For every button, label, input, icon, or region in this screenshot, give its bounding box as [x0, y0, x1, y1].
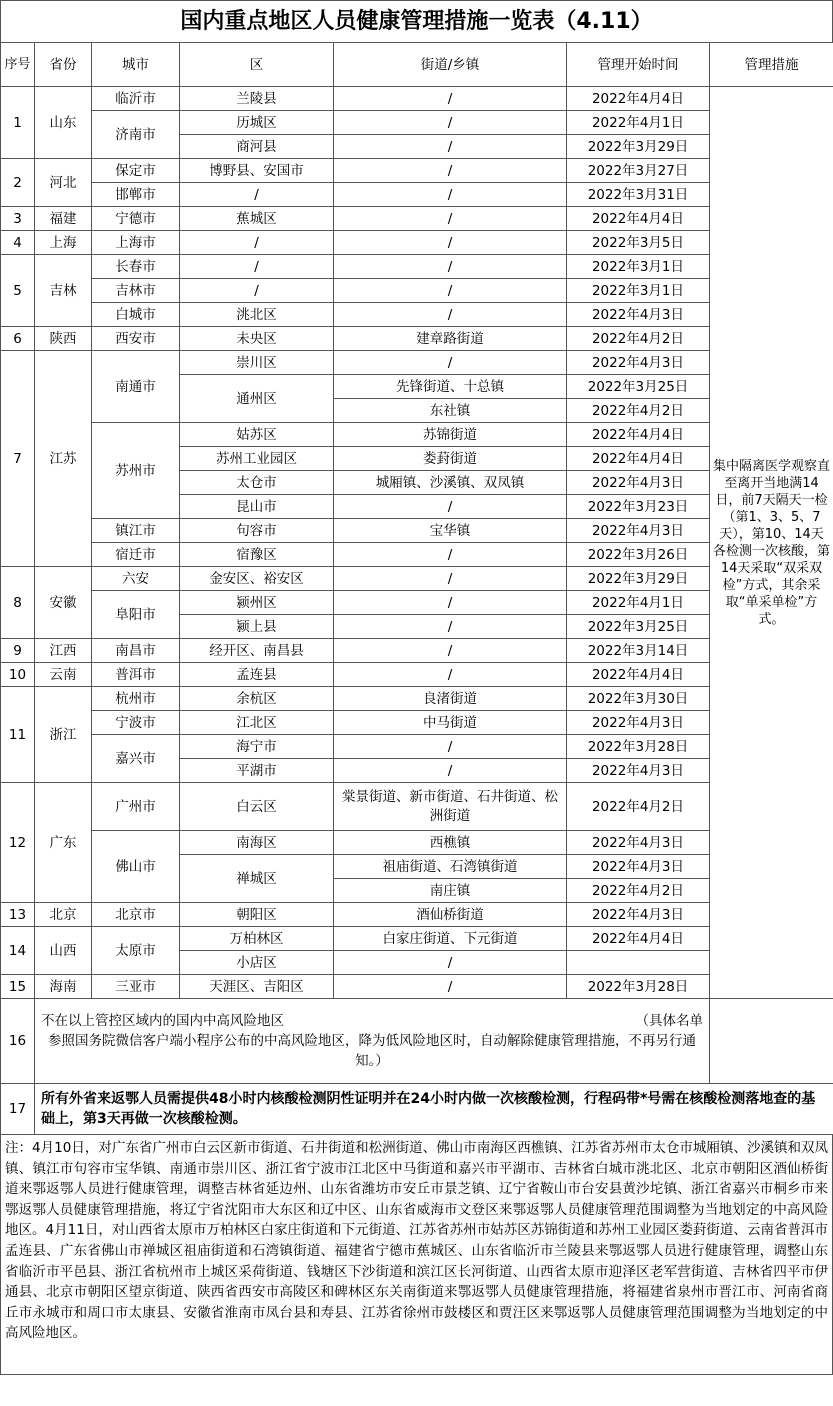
cell-date: 2022年3月5日	[567, 231, 710, 255]
cell-street: 中马街道	[334, 711, 567, 735]
cell-province: 陕西	[35, 327, 92, 351]
cell-date: 2022年4月3日	[567, 855, 710, 879]
cell-no: 11	[1, 687, 35, 783]
cell-district: 昆山市	[180, 495, 334, 519]
cell-date: 2022年4月2日	[567, 327, 710, 351]
cell-street: /	[334, 135, 567, 159]
cell-district: 平湖市	[180, 759, 334, 783]
risk-area-cell	[35, 999, 710, 1084]
cell-no: 4	[1, 231, 35, 255]
cell-street: 南庄镇	[334, 879, 567, 903]
cell-date: 2022年4月3日	[567, 831, 710, 855]
table-row	[1, 927, 833, 951]
table-row	[1, 663, 833, 687]
cell-date: 2022年3月1日	[567, 279, 710, 303]
cell-street: 棠景街道、新市街道、石井街道、松洲街道	[334, 783, 567, 831]
header-row	[1, 43, 833, 87]
cell-street: 娄葑街道	[334, 447, 567, 471]
table-row	[1, 735, 833, 759]
cell-district: 蕉城区	[180, 207, 334, 231]
cell-date: 2022年4月4日	[567, 423, 710, 447]
cell-city: 上海市	[92, 231, 180, 255]
cell-date: 2022年4月2日	[567, 879, 710, 903]
cell-city: 宿迁市	[92, 543, 180, 567]
cell-date: 2022年4月4日	[567, 87, 710, 111]
table-row	[1, 183, 833, 207]
cell-district: 经开区、南昌县	[180, 639, 334, 663]
cell-province: 江苏	[35, 351, 92, 567]
cell-district: 颍州区	[180, 591, 334, 615]
risk-area-left: 不在以上管控区域内的国内中高风险地区	[41, 1013, 284, 1029]
measures-table	[0, 42, 833, 1135]
cell-district: 金安区、裕安区	[180, 567, 334, 591]
cell-province: 海南	[35, 975, 92, 999]
cell-date: 2022年4月3日	[567, 711, 710, 735]
table-row	[1, 711, 833, 735]
cell-district: 通州区	[180, 375, 334, 423]
table-row	[1, 87, 833, 111]
cell-district: 南海区	[180, 831, 334, 855]
cell-district: 姑苏区	[180, 423, 334, 447]
cell-street: 白家庄街道、下元街道	[334, 927, 567, 951]
table-row	[1, 231, 833, 255]
cell-date: 2022年4月3日	[567, 759, 710, 783]
notice-cell: 所有外省来返鄂人员需提供48小时内核酸检测阴性证明并在24小时内做一次核酸检测，行程码带*号需在核酸检测落地查的基础上，第3天再做一次核酸检测。	[35, 1084, 833, 1135]
cell-street: /	[334, 183, 567, 207]
cell-date: 2022年4月1日	[567, 111, 710, 135]
cell-province: 江西	[35, 639, 92, 663]
table-row	[1, 207, 833, 231]
cell-city: 苏州市	[92, 423, 180, 519]
empty-measure-cell	[710, 999, 833, 1084]
cell-district: 未央区	[180, 327, 334, 351]
cell-no: 12	[1, 783, 35, 903]
cell-province: 山东	[35, 87, 92, 159]
cell-street: /	[334, 759, 567, 783]
cell-district: 孟连县	[180, 663, 334, 687]
cell-street: /	[334, 255, 567, 279]
cell-district: /	[180, 279, 334, 303]
management-measure-cell: 集中隔离医学观察直至离开当地满14日，前7天隔天一检（第1、3、5、7天），第10、14天各检测一次核酸，第14天采取“双采双检”方式，其余采取“单采单检”方式。	[710, 87, 833, 999]
cell-district: 朝阳区	[180, 903, 334, 927]
cell-district: 宿豫区	[180, 543, 334, 567]
cell-no: 6	[1, 327, 35, 351]
cell-date: 2022年3月14日	[567, 639, 710, 663]
cell-city: 佛山市	[92, 831, 180, 903]
cell-city: 保定市	[92, 159, 180, 183]
table-row	[1, 303, 833, 327]
cell-city: 宁德市	[92, 207, 180, 231]
cell-no: 5	[1, 255, 35, 327]
cell-province: 山西	[35, 927, 92, 975]
cell-no: 13	[1, 903, 35, 927]
cell-date: 2022年4月1日	[567, 591, 710, 615]
cell-no: 8	[1, 567, 35, 639]
cell-province: 河北	[35, 159, 92, 207]
cell-city: 杭州市	[92, 687, 180, 711]
table-row	[1, 279, 833, 303]
cell-date: 2022年3月1日	[567, 255, 710, 279]
table-row	[1, 327, 833, 351]
table-row	[1, 111, 833, 135]
cell-date: 2022年3月26日	[567, 543, 710, 567]
cell-street: /	[334, 591, 567, 615]
header-street: 街道/乡镇	[334, 43, 567, 87]
cell-city: 济南市	[92, 111, 180, 159]
cell-no: 3	[1, 207, 35, 231]
cell-district: 崇川区	[180, 351, 334, 375]
cell-district: 历城区	[180, 111, 334, 135]
cell-district: 太仓市	[180, 471, 334, 495]
cell-street: /	[334, 567, 567, 591]
table-row	[1, 255, 833, 279]
cell-no: 16	[1, 999, 35, 1084]
cell-city: 西安市	[92, 327, 180, 351]
cell-date: 2022年3月25日	[567, 375, 710, 399]
cell-city: 白城市	[92, 303, 180, 327]
header-district: 区	[180, 43, 334, 87]
cell-date: 2022年4月4日	[567, 447, 710, 471]
cell-date: 2022年3月23日	[567, 495, 710, 519]
table-row	[1, 519, 833, 543]
cell-city: 北京市	[92, 903, 180, 927]
cell-province: 广东	[35, 783, 92, 903]
cell-street: 西樵镇	[334, 831, 567, 855]
table-row	[1, 159, 833, 183]
cell-province: 吉林	[35, 255, 92, 327]
cell-district: 苏州工业园区	[180, 447, 334, 471]
cell-street: /	[334, 351, 567, 375]
cell-district: 禅城区	[180, 855, 334, 903]
cell-no: 10	[1, 663, 35, 687]
cell-district: 天涯区、吉阳区	[180, 975, 334, 999]
cell-no: 1	[1, 87, 35, 159]
cell-date: 2022年4月3日	[567, 351, 710, 375]
cell-street: /	[334, 639, 567, 663]
cell-date: 2022年4月4日	[567, 663, 710, 687]
cell-street: /	[334, 159, 567, 183]
cell-district: 小店区	[180, 951, 334, 975]
cell-street: /	[334, 207, 567, 231]
cell-street: /	[334, 975, 567, 999]
cell-city: 南通市	[92, 351, 180, 423]
cell-street: /	[334, 543, 567, 567]
cell-city: 镇江市	[92, 519, 180, 543]
cell-district: 颍上县	[180, 615, 334, 639]
cell-city: 南昌市	[92, 639, 180, 663]
cell-district: 白云区	[180, 783, 334, 831]
cell-date	[567, 951, 710, 975]
cell-city: 嘉兴市	[92, 735, 180, 783]
cell-street: /	[334, 231, 567, 255]
cell-district: 博野县、安国市	[180, 159, 334, 183]
cell-date: 2022年3月29日	[567, 567, 710, 591]
table-row	[1, 543, 833, 567]
header-city: 城市	[92, 43, 180, 87]
cell-city: 太原市	[92, 927, 180, 975]
cell-street: /	[334, 663, 567, 687]
header-no: 序号	[1, 43, 35, 87]
cell-date: 2022年4月2日	[567, 783, 710, 831]
table-row	[1, 639, 833, 663]
cell-street: 建章路街道	[334, 327, 567, 351]
risk-area-body: 参照国务院微信客户端小程序公布的中高风险地区，降为低风险地区时，自动解除健康管理措施，不再另行通知。）	[48, 1033, 696, 1069]
cell-date: 2022年4月3日	[567, 903, 710, 927]
cell-street: /	[334, 303, 567, 327]
table-row	[1, 903, 833, 927]
cell-city: 广州市	[92, 783, 180, 831]
cell-city: 宁波市	[92, 711, 180, 735]
cell-no: 15	[1, 975, 35, 999]
cell-street: 苏锦街道	[334, 423, 567, 447]
notice-row	[1, 1084, 833, 1135]
cell-district: 商河县	[180, 135, 334, 159]
table-row	[1, 423, 833, 447]
cell-date: 2022年4月3日	[567, 471, 710, 495]
risk-area-right: （具体名单	[635, 1013, 703, 1029]
cell-street: 先锋街道、十总镇	[334, 375, 567, 399]
cell-date: 2022年3月28日	[567, 975, 710, 999]
cell-district: /	[180, 231, 334, 255]
cell-date: 2022年4月2日	[567, 399, 710, 423]
cell-district: 江北区	[180, 711, 334, 735]
cell-no: 7	[1, 351, 35, 567]
cell-date: 2022年3月29日	[567, 135, 710, 159]
cell-no: 2	[1, 159, 35, 207]
cell-street: /	[334, 951, 567, 975]
table-row	[1, 783, 833, 831]
cell-street: /	[334, 87, 567, 111]
table-row	[1, 567, 833, 591]
cell-street: /	[334, 615, 567, 639]
cell-district: /	[180, 183, 334, 207]
cell-city: 六安	[92, 567, 180, 591]
cell-date: 2022年3月25日	[567, 615, 710, 639]
cell-district: 句容市	[180, 519, 334, 543]
table-row	[1, 591, 833, 615]
cell-district: 兰陵县	[180, 87, 334, 111]
header-province: 省份	[35, 43, 92, 87]
cell-date: 2022年3月27日	[567, 159, 710, 183]
header-measure: 管理措施	[710, 43, 833, 87]
cell-district: 余杭区	[180, 687, 334, 711]
cell-province: 上海	[35, 231, 92, 255]
cell-district: 海宁市	[180, 735, 334, 759]
cell-city: 阜阳市	[92, 591, 180, 639]
cell-city: 普洱市	[92, 663, 180, 687]
risk-area-row	[1, 999, 833, 1084]
cell-city: 长春市	[92, 255, 180, 279]
cell-date: 2022年3月28日	[567, 735, 710, 759]
table-row	[1, 687, 833, 711]
table-row	[1, 351, 833, 375]
cell-city: 吉林市	[92, 279, 180, 303]
cell-street: 良渚街道	[334, 687, 567, 711]
cell-street: 城厢镇、沙溪镇、双凤镇	[334, 471, 567, 495]
cell-street: /	[334, 111, 567, 135]
cell-city: 邯郸市	[92, 183, 180, 207]
cell-date: 2022年3月30日	[567, 687, 710, 711]
cell-province: 浙江	[35, 687, 92, 783]
cell-district: /	[180, 255, 334, 279]
cell-street: 宝华镇	[334, 519, 567, 543]
cell-no: 17	[1, 1084, 35, 1135]
cell-province: 云南	[35, 663, 92, 687]
cell-street: 酒仙桥街道	[334, 903, 567, 927]
cell-no: 14	[1, 927, 35, 975]
cell-province: 安徽	[35, 567, 92, 639]
page-title: 国内重点地区人员健康管理措施一览表（4.11）	[0, 0, 833, 42]
table-row	[1, 975, 833, 999]
cell-district: 万柏林区	[180, 927, 334, 951]
cell-date: 2022年3月31日	[567, 183, 710, 207]
cell-date: 2022年4月4日	[567, 927, 710, 951]
cell-street: 祖庙街道、石湾镇街道	[334, 855, 567, 879]
cell-date: 2022年4月3日	[567, 519, 710, 543]
cell-date: 2022年4月3日	[567, 303, 710, 327]
cell-date: 2022年4月4日	[567, 207, 710, 231]
cell-street: /	[334, 279, 567, 303]
cell-province: 北京	[35, 903, 92, 927]
cell-street: /	[334, 495, 567, 519]
header-start-time: 管理开始时间	[567, 43, 710, 87]
footnote: 注：4月10日，对广东省广州市白云区新市街道、石井街道和松洲街道、佛山市南海区西樵镇、江苏省苏州市太仓市城厢镇、沙溪镇和双凤镇、镇江市句容市宝华镇、南通市崇川区、浙江省宁波市江北区中马街道和嘉兴市平湖市、吉林省白城市洮北区、北京市朝阳区酒仙桥街道来鄂返鄂人员进行健康管理，调整吉林省延边州、山东省潍坊市安丘市景芝镇、辽宁省鞍山市台安县黄沙坨镇、浙江省嘉兴市桐乡市来鄂返鄂人员健康管理措施，将辽宁省沈阳市大东区和辽中区、山东省威海市文登区来鄂返鄂人员健康管理范围调整为当地划定的中高风险地区。4月11日，对山西省太原市万柏林区白家庄街道和下元街道、江苏省苏州市姑苏区苏锦街道和苏州工业园区娄葑街道、云南省普洱市孟连县、广东省佛山市禅城区祖庙街道和石湾镇街道、福建省宁德市蕉城区、山东省临沂市兰陵县来鄂返鄂人员进行健康管理，调整山东省临沂市平邑县、浙江省杭州市上城区采荷街道、钱塘区下沙街道和滨江区长河街道、山西省太原市迎泽区老军营街道、吉林省四平市伊通县、北京市朝阳区望京街道、陕西省西安市高陵区和碑林区东关南街道来鄂返鄂人员健康管理措施，将福建省泉州市晋江市、河南省商丘市永城市和周口市太康县、安徽省淮南市凤台县和寿县、江苏省徐州市鼓楼区和贾汪区来鄂返鄂人员健康管理范围调整为当地划定的中高风险地区。	[0, 1135, 833, 1375]
cell-city: 临沂市	[92, 87, 180, 111]
cell-street: 东社镇	[334, 399, 567, 423]
cell-district: 洮北区	[180, 303, 334, 327]
cell-street: /	[334, 735, 567, 759]
cell-province: 福建	[35, 207, 92, 231]
cell-no: 9	[1, 639, 35, 663]
cell-city: 三亚市	[92, 975, 180, 999]
table-row	[1, 831, 833, 855]
